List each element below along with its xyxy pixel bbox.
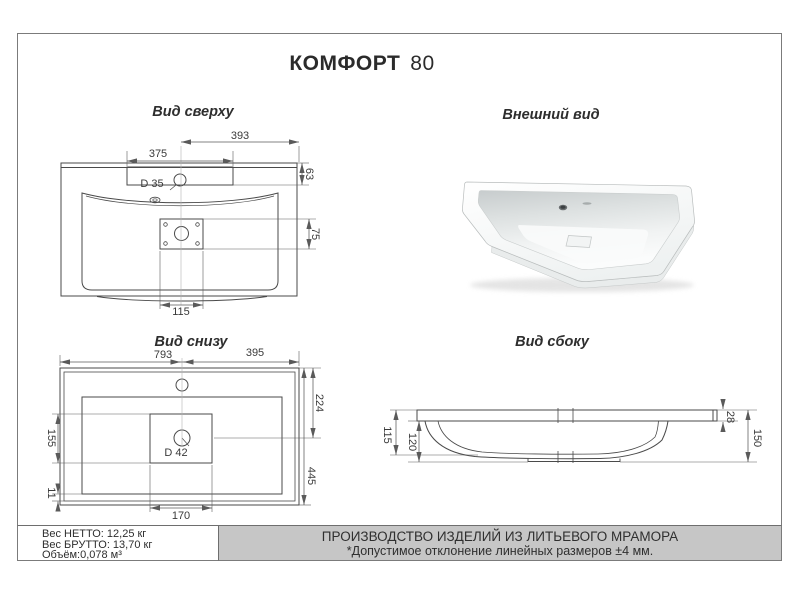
dim-side-total-height: 150 — [751, 428, 763, 448]
dim-bottom-recess-height: 155 — [45, 428, 57, 448]
dim-side-rim-height: 28 — [724, 410, 736, 424]
net-weight: Вес НЕТТО: 12,25 кг — [42, 528, 147, 540]
external-view-title: Внешний вид — [502, 107, 600, 123]
dim-side-inner-depth: 115 — [381, 426, 393, 444]
dim-top-plate-width: 115 — [172, 306, 190, 318]
top-view-drawing — [61, 146, 297, 305]
dim-bottom-recess-width: 170 — [171, 510, 191, 522]
volume: Объём:0,078 м³ — [42, 549, 122, 561]
bottom-view-drawing — [60, 358, 299, 505]
gross-weight: Вес БРУТТО: 13,70 кг — [42, 538, 153, 551]
dim-bottom-overall: 793 — [153, 349, 173, 361]
bottom-view-title: Вид снизу — [154, 334, 228, 350]
production-info-panel — [219, 525, 782, 561]
top-view-title: Вид сверху — [152, 104, 234, 120]
dim-top-overall: 393 — [230, 130, 250, 142]
tolerance-note: *Допустимое отклонение линейных размеров ±4 мм. — [346, 543, 654, 558]
production-note: ПРОИЗВОДСТВО ИЗДЕЛИЙ ИЗ ЛИТЬЕВОГО МРАМОРА — [321, 528, 679, 544]
product-name: КОМФОРТ — [289, 52, 401, 75]
dim-top-tab-depth: 63 — [303, 167, 315, 181]
dim-top-faucet-diameter: D 35 — [140, 178, 164, 190]
dim-top-plate-height: 75 — [309, 227, 321, 241]
side-view-title: Вид сбоку — [515, 334, 589, 350]
dim-bottom-right-half: 395 — [245, 347, 265, 359]
weight-info-panel — [17, 525, 219, 561]
dim-bottom-drain-offset: 224 — [313, 393, 325, 413]
page-title — [289, 52, 434, 76]
dim-top-tab: 375 — [148, 148, 168, 160]
dim-bottom-drain-diameter: D 42 — [164, 447, 188, 459]
dim-bottom-edge-gap: 11 — [45, 487, 57, 499]
dim-bottom-depth: 445 — [305, 466, 317, 486]
dim-side-bowl-height: 120 — [406, 432, 418, 452]
external-view-image — [462, 182, 694, 292]
product-size: 80 — [410, 52, 435, 75]
